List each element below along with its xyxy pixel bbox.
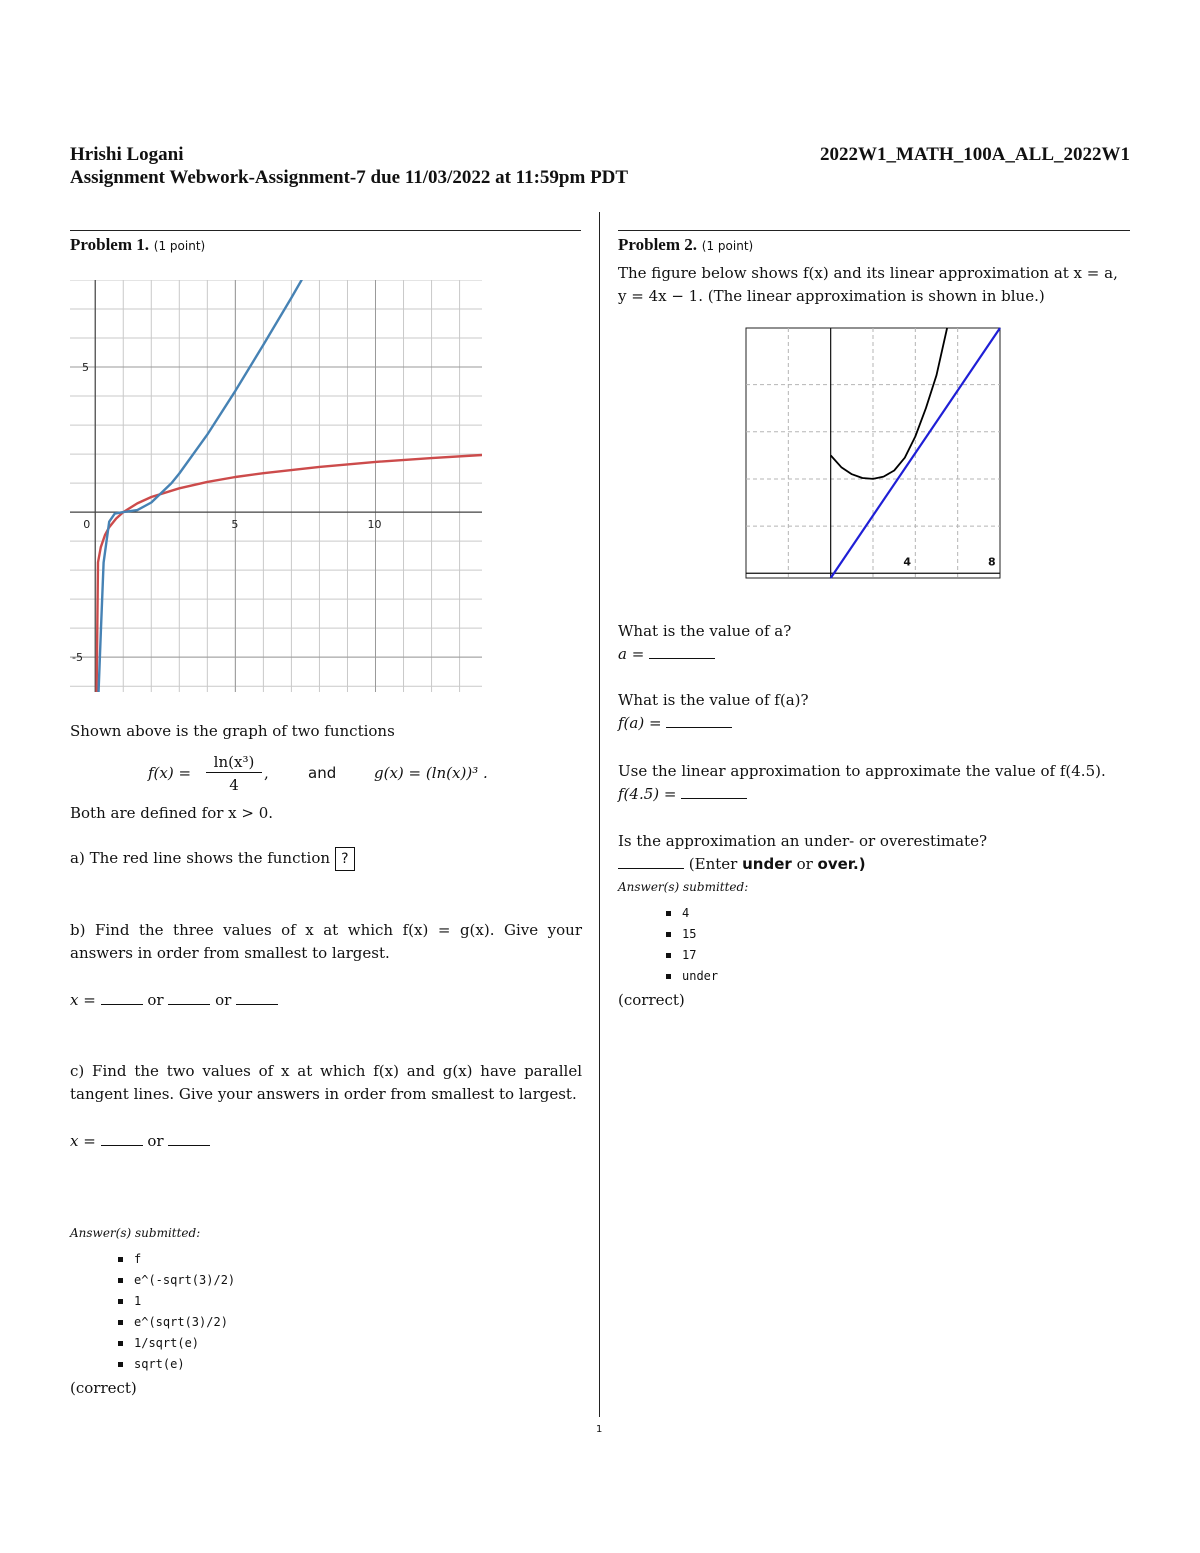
question-estimate: Is the approximation an under- or overestimate? bbox=[618, 832, 987, 850]
part-a-dropdown[interactable]: ? bbox=[335, 847, 355, 871]
list-item: e^(-sqrt(3)/2) bbox=[134, 1270, 582, 1291]
x-tick-label: 5 bbox=[231, 518, 239, 532]
part-c-x-label: x = bbox=[70, 1132, 96, 1150]
part-c-answer-2[interactable] bbox=[168, 1131, 210, 1146]
problem2-title: Problem 2. bbox=[618, 235, 698, 254]
list-item: e^(sqrt(3)/2) bbox=[134, 1312, 582, 1333]
question-fa: What is the value of f(a)? bbox=[618, 691, 809, 709]
x-tick-label: 0 bbox=[83, 518, 91, 532]
answer-f45-field[interactable] bbox=[681, 784, 747, 799]
red-curve-f bbox=[97, 455, 482, 692]
problem2-graph bbox=[744, 326, 1002, 586]
part-b-answer-2[interactable] bbox=[168, 990, 210, 1005]
or-word: or bbox=[147, 1132, 164, 1150]
part-b-text: b) Find the three values of x at which f(x) = g(x). Give your answers in order from smallest to largest. bbox=[70, 921, 582, 962]
and-word: and bbox=[308, 764, 337, 782]
f-definition-lhs: f(x) = bbox=[148, 764, 192, 782]
list-item: 17 bbox=[682, 945, 1130, 966]
question-a: What is the value of a? bbox=[618, 622, 792, 640]
domain-note: Both are defined for x > 0. bbox=[70, 804, 274, 822]
question-f45-label: f(4.5) = bbox=[618, 785, 677, 803]
answer-estimate-field[interactable] bbox=[618, 854, 684, 869]
problem1-points: (1 point) bbox=[153, 239, 206, 253]
x-tick-label: 4 bbox=[903, 555, 911, 569]
page-number: 1 bbox=[596, 1424, 603, 1435]
column-divider bbox=[599, 212, 600, 1417]
problem2 bbox=[618, 233, 1130, 308]
student-name: Hrishi Logani bbox=[70, 144, 184, 165]
problem2-points: (1 point) bbox=[701, 239, 754, 253]
problem2-rule bbox=[618, 230, 1130, 231]
problem1-graph bbox=[70, 280, 482, 692]
hint-pre: (Enter bbox=[688, 855, 738, 873]
list-item: 15 bbox=[682, 924, 1130, 945]
hint-under: under bbox=[742, 855, 792, 873]
list-item: f bbox=[134, 1249, 582, 1270]
problem1-title: Problem 1. bbox=[70, 235, 150, 254]
function-definitions: f(x) = ln(x³) 4 , and g(x) = (ln(x))³ . bbox=[148, 753, 488, 794]
question-a-label: a = bbox=[618, 645, 645, 663]
y-tick-label: -5 bbox=[72, 651, 83, 665]
problem1-intro: Shown above is the graph of two functions bbox=[70, 722, 395, 740]
course-code: 2022W1_MATH_100A_ALL_2022W1 bbox=[820, 144, 1130, 165]
problem1-status: (correct) bbox=[70, 1379, 137, 1397]
answer-a-field[interactable] bbox=[649, 644, 715, 659]
part-b-x-label: x = bbox=[70, 991, 96, 1009]
x-tick-label: 8 bbox=[988, 555, 996, 569]
list-item: under bbox=[682, 966, 1130, 987]
g-definition: g(x) = (ln(x))³ . bbox=[374, 764, 488, 782]
or-word: or bbox=[215, 991, 232, 1009]
hint-or: or bbox=[796, 855, 813, 873]
problem2-intro-line1: The figure below shows f(x) and its linear approximation at x = a, bbox=[618, 264, 1118, 282]
problem2-intro-line2: y = 4x − 1. (The linear approximation is shown in blue.) bbox=[618, 287, 1045, 305]
blue-curve-g bbox=[98, 280, 303, 692]
or-word: or bbox=[147, 991, 164, 1009]
y-tick-label: 5 bbox=[82, 361, 89, 375]
problem2-answer-list bbox=[618, 903, 1130, 987]
f-definition-numerator: ln(x³) bbox=[206, 752, 262, 773]
x-tick-label: 10 bbox=[367, 518, 382, 532]
list-item: 1 bbox=[134, 1291, 582, 1312]
list-item: sqrt(e) bbox=[134, 1354, 582, 1375]
part-b-answer-3[interactable] bbox=[236, 990, 278, 1005]
problem1-submitted-label: Answer(s) submitted: bbox=[70, 1226, 201, 1240]
f-definition-denominator: 4 bbox=[229, 776, 239, 794]
part-a-text: a) The red line shows the function bbox=[70, 849, 331, 867]
problem2-submitted-label: Answer(s) submitted: bbox=[618, 880, 749, 894]
black-curve-f bbox=[831, 328, 947, 479]
problem1 bbox=[70, 233, 582, 258]
problem1-rule bbox=[70, 230, 581, 231]
part-c-text: c) Find the two values of x at which f(x) and g(x) have parallel tangent lines. Give your answers in order from smallest to largest. bbox=[70, 1062, 582, 1103]
question-fa-label: f(a) = bbox=[618, 714, 662, 732]
problem1-answer-list bbox=[70, 1249, 582, 1375]
answer-fa-field[interactable] bbox=[666, 713, 732, 728]
problem2-status: (correct) bbox=[618, 991, 685, 1009]
list-item: 1/sqrt(e) bbox=[134, 1333, 582, 1354]
hint-over: over.) bbox=[817, 855, 866, 873]
part-b-answer-1[interactable] bbox=[101, 990, 143, 1005]
assignment-line: Assignment Webwork-Assignment-7 due 11/03/2022 at 11:59pm PDT bbox=[70, 167, 629, 188]
list-item: 4 bbox=[682, 903, 1130, 924]
question-f45: Use the linear approximation to approximate the value of f(4.5). bbox=[618, 762, 1106, 780]
part-c-answer-1[interactable] bbox=[101, 1131, 143, 1146]
